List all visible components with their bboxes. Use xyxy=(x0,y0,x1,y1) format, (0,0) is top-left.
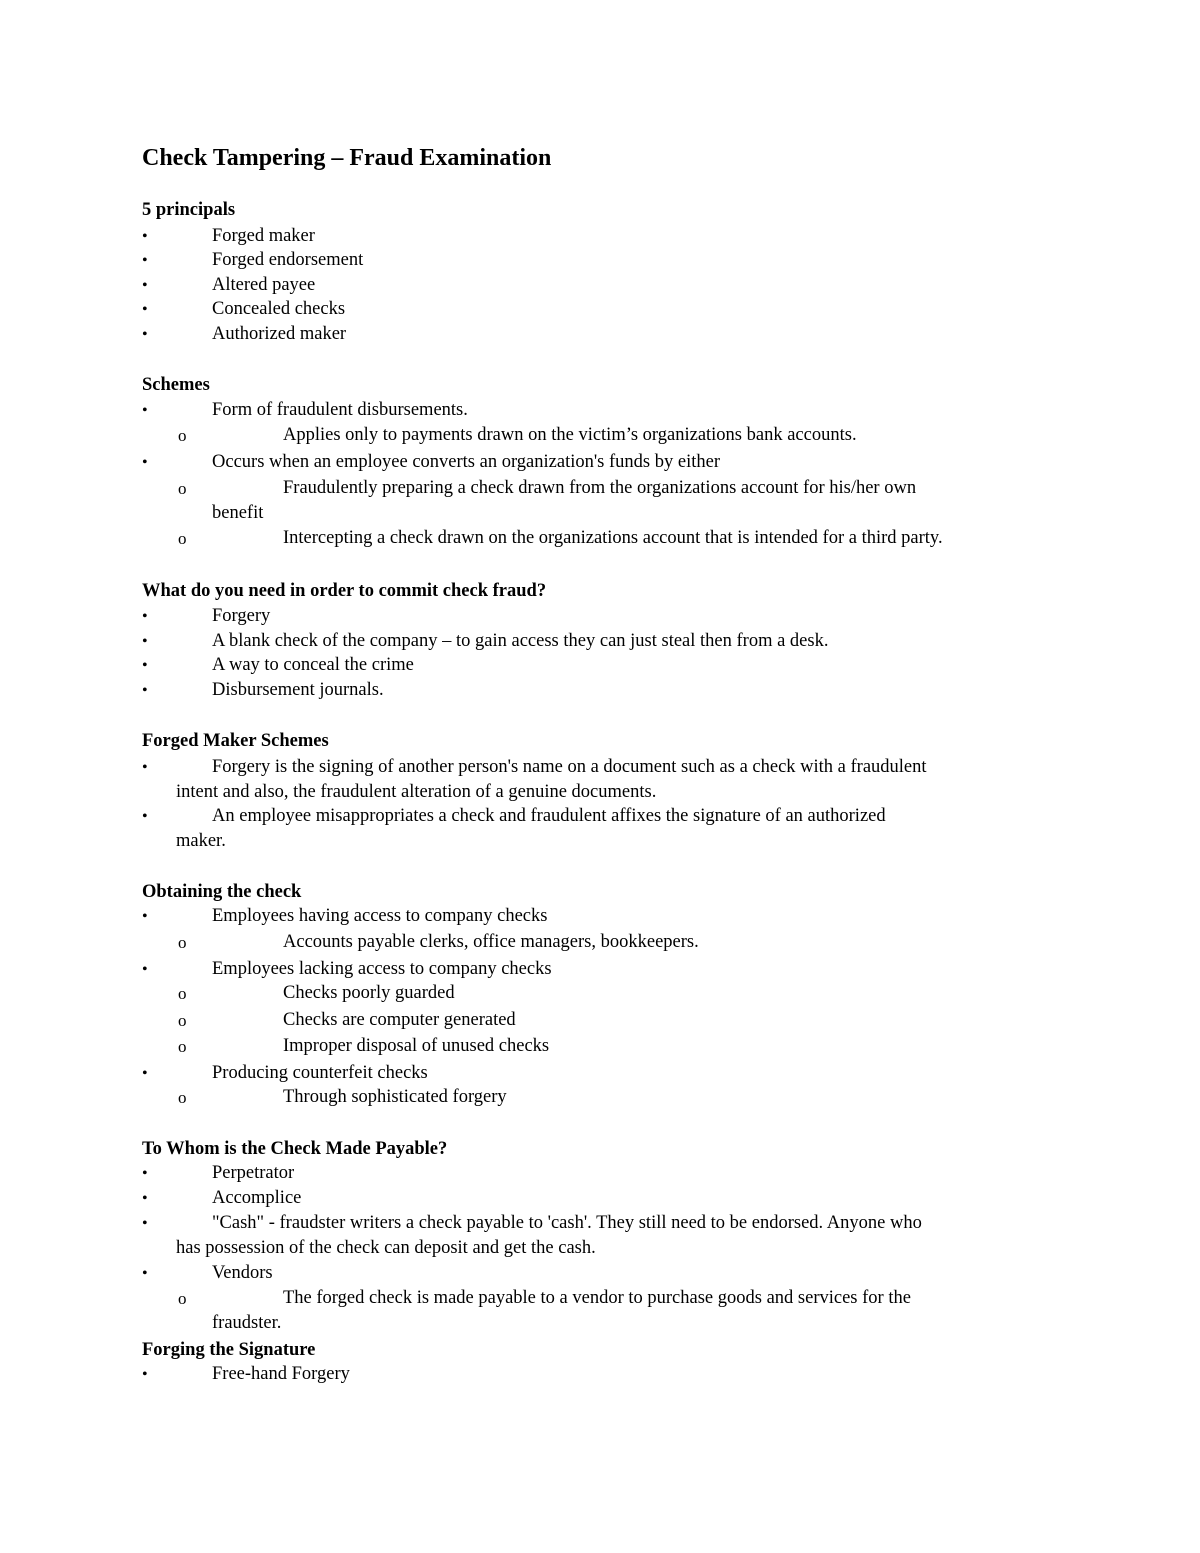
list-item-text: Authorized maker xyxy=(212,324,347,344)
list-item-text: Free-hand Forgery xyxy=(212,1364,350,1384)
bullet-marker: • xyxy=(142,252,148,269)
list-item-text xyxy=(142,1286,1062,1336)
list-item-text: Disbursement journals. xyxy=(212,680,384,700)
bullet-marker: • xyxy=(142,1165,148,1182)
bullet-marker: • xyxy=(142,301,148,318)
list-item xyxy=(142,1362,1062,1387)
list-item xyxy=(142,1034,1062,1059)
bullet-marker: • xyxy=(142,402,148,419)
list-item-continuation: maker. xyxy=(176,831,226,851)
list-item xyxy=(142,930,1062,955)
document-title: Check Tampering – Fraud Examination xyxy=(142,145,552,171)
list-item xyxy=(142,1161,1062,1186)
list-item-line: Fraudulently preparing a check drawn from the organizations account for his/her own xyxy=(283,478,917,498)
bullet-marker: • xyxy=(142,633,148,650)
list-item-text: Forged endorsement xyxy=(212,250,364,270)
bullet-marker: • xyxy=(142,1265,148,1282)
bullet-marker: • xyxy=(142,657,148,674)
list-item xyxy=(142,981,1062,1006)
section-heading-schemes: Schemes xyxy=(142,375,210,395)
section-heading-forged-maker: Forged Maker Schemes xyxy=(142,731,329,751)
list-item xyxy=(142,526,1062,551)
list-item-text: A way to conceal the crime xyxy=(212,655,414,675)
list-item-continuation: fraudster. xyxy=(212,1313,282,1333)
list-item-text: Forgery xyxy=(212,606,271,626)
sub-bullet-marker: o xyxy=(178,479,187,498)
bullet-marker: • xyxy=(142,808,148,825)
list-item-text: Producing counterfeit checks xyxy=(212,1063,428,1083)
bullet-marker: • xyxy=(142,1366,148,1383)
list-item-text: Accomplice xyxy=(212,1188,302,1208)
list-item-continuation: benefit xyxy=(212,503,264,523)
list-item xyxy=(142,1061,1062,1086)
list-item-text: Intercepting a check drawn on the organizations account that is intended for a third party. xyxy=(283,528,943,548)
list-item xyxy=(142,476,1062,526)
sub-bullet-marker: o xyxy=(178,1289,187,1308)
list-item-text xyxy=(142,1211,1062,1261)
bullet-marker: • xyxy=(142,961,148,978)
list-item xyxy=(142,423,1062,448)
list-item-text: Checks are computer generated xyxy=(283,1010,516,1030)
bullet-marker: • xyxy=(142,454,148,471)
bullet-marker: • xyxy=(142,326,148,343)
section-heading-payable: To Whom is the Check Made Payable? xyxy=(142,1139,448,1159)
list-item xyxy=(142,1008,1062,1033)
list-item xyxy=(142,1261,1062,1286)
list-item-text: Checks poorly guarded xyxy=(283,983,455,1003)
list-item-text: Vendors xyxy=(212,1263,273,1283)
list-item xyxy=(142,398,1062,423)
sub-bullet-marker: o xyxy=(178,984,187,1003)
list-item xyxy=(142,450,1062,475)
list-item-text xyxy=(142,804,1062,854)
list-item-text: Through sophisticated forgery xyxy=(283,1087,507,1107)
list-item-text: Form of fraudulent disbursements. xyxy=(212,400,468,420)
bullet-marker: • xyxy=(142,1065,148,1082)
list-item xyxy=(142,224,1062,249)
list-item-text: Concealed checks xyxy=(212,299,346,319)
bullet-marker: • xyxy=(142,1190,148,1207)
section-heading-obtaining-check: Obtaining the check xyxy=(142,882,302,902)
bullet-marker: • xyxy=(142,908,148,925)
bullet-marker: • xyxy=(142,277,148,294)
list-item-text: A blank check of the company – to gain access they can just steal then from a desk. xyxy=(212,631,829,651)
list-item xyxy=(142,297,1062,322)
list-item xyxy=(142,1085,1062,1110)
list-item-text: Occurs when an employee converts an organization's funds by either xyxy=(212,452,720,472)
list-item xyxy=(142,755,1062,805)
list-item-text: Perpetrator xyxy=(212,1163,295,1183)
list-item xyxy=(142,273,1062,298)
list-item-text: Forged maker xyxy=(212,226,315,246)
list-item xyxy=(142,629,1062,654)
bullet-marker: • xyxy=(142,1215,148,1232)
list-item-text: Improper disposal of unused checks xyxy=(283,1036,550,1056)
section-heading-principals: 5 principals xyxy=(142,200,236,220)
bullet-marker: • xyxy=(142,608,148,625)
section-heading-requirements: What do you need in order to commit check fraud? xyxy=(142,581,547,601)
list-item-text: Accounts payable clerks, office managers, bookkeepers. xyxy=(283,932,699,952)
list-item xyxy=(142,248,1062,273)
list-item xyxy=(142,904,1062,929)
list-item-continuation: has possession of the check can deposit and get the cash. xyxy=(176,1238,596,1258)
list-item xyxy=(142,678,1062,703)
list-item xyxy=(142,1286,1062,1336)
list-item-continuation: intent and also, the fraudulent alteration of a genuine documents. xyxy=(176,782,657,802)
sub-bullet-marker: o xyxy=(178,426,187,445)
list-item xyxy=(142,1186,1062,1211)
list-item xyxy=(142,653,1062,678)
list-item xyxy=(142,322,1062,347)
list-item-text: Employees lacking access to company checks xyxy=(212,959,552,979)
list-item xyxy=(142,604,1062,629)
bullet-marker: • xyxy=(142,682,148,699)
section-heading-forging-signature: Forging the Signature xyxy=(142,1340,316,1360)
list-item-line: The forged check is made payable to a vendor to purchase goods and services for the xyxy=(283,1288,911,1308)
list-item-text: Employees having access to company checks xyxy=(212,906,548,926)
list-item xyxy=(142,1211,1062,1261)
sub-bullet-marker: o xyxy=(178,933,187,952)
list-item xyxy=(142,957,1062,982)
list-item-text xyxy=(142,476,1062,526)
list-item-line: Forgery is the signing of another person's name on a document such as a check with a fraudulent xyxy=(212,757,927,777)
list-item-text xyxy=(142,755,1062,805)
list-item xyxy=(142,804,1062,854)
sub-bullet-marker: o xyxy=(178,1088,187,1107)
bullet-marker: • xyxy=(142,759,148,776)
sub-bullet-marker: o xyxy=(178,1011,187,1030)
list-item-text: Applies only to payments drawn on the victim’s organizations bank accounts. xyxy=(283,425,857,445)
bullet-marker: • xyxy=(142,228,148,245)
list-item-text: Altered payee xyxy=(212,275,316,295)
list-item-line: "Cash" - fraudster writers a check payable to 'cash'. They still need to be endorsed. Anyone who xyxy=(212,1213,922,1233)
sub-bullet-marker: o xyxy=(178,529,187,548)
list-item-line: An employee misappropriates a check and fraudulent affixes the signature of an authorized xyxy=(212,806,886,826)
sub-bullet-marker: o xyxy=(178,1037,187,1056)
